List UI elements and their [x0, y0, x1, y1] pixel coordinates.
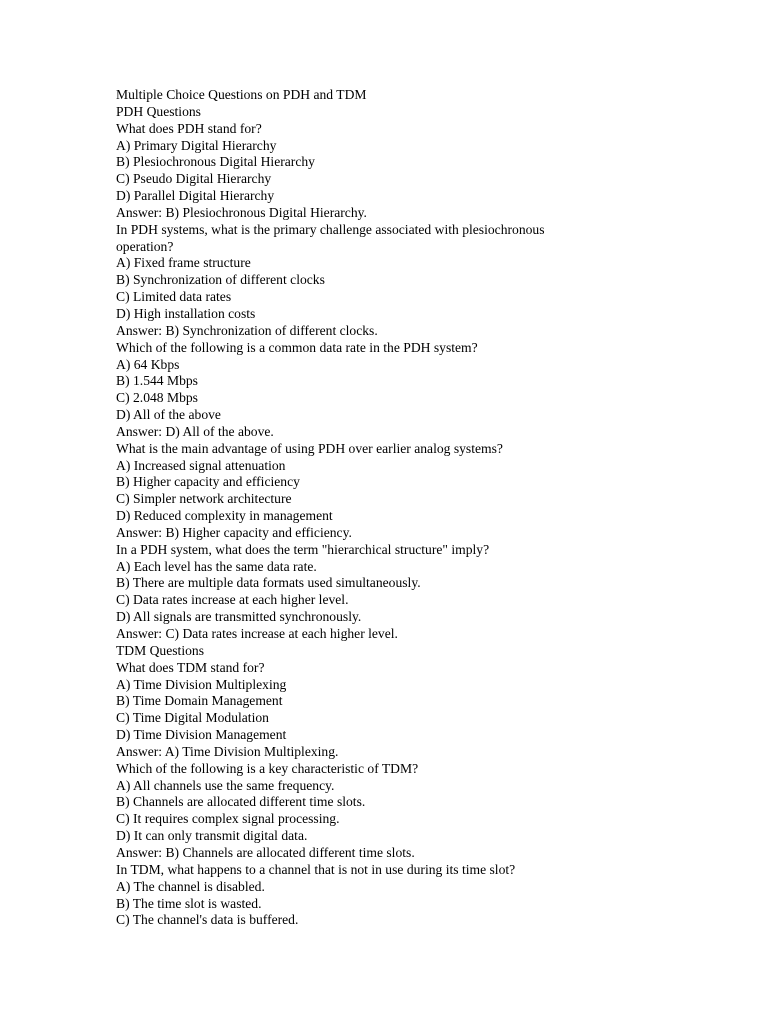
answer-option: C) Limited data rates	[116, 289, 232, 305]
section-heading-tdm: TDM Questions	[116, 642, 204, 658]
answer-option: B) The time slot is wasted.	[116, 895, 262, 911]
answer-option: D) Parallel Digital Hierarchy	[116, 188, 275, 204]
question-text-continued: operation?	[116, 238, 174, 254]
answer-option: B) Synchronization of different clocks	[116, 272, 325, 288]
answer-key: Answer: B) Channels are allocated different time slots.	[116, 844, 415, 860]
question-text: In TDM, what happens to a channel that is not in use during its time slot?	[116, 861, 516, 877]
document-page	[116, 87, 716, 929]
answer-option: C) Time Digital Modulation	[116, 710, 269, 726]
question-text: What is the main advantage of using PDH over earlier analog systems?	[116, 440, 503, 456]
answer-option: A) 64 Kbps	[116, 356, 180, 372]
answer-option: B) Plesiochronous Digital Hierarchy	[116, 154, 315, 170]
question-text: What does TDM stand for?	[116, 659, 265, 675]
answer-option: C) Simpler network architecture	[116, 491, 292, 507]
answer-option: B) Higher capacity and efficiency	[116, 474, 300, 490]
answer-option: A) All channels use the same frequency.	[116, 777, 335, 793]
answer-option: A) Increased signal attenuation	[116, 457, 286, 473]
answer-key: Answer: B) Higher capacity and efficiency.	[116, 524, 352, 540]
answer-key: Answer: D) All of the above.	[116, 423, 274, 439]
answer-key: Answer: A) Time Division Multiplexing.	[116, 743, 339, 759]
document-title: Multiple Choice Questions on PDH and TDM	[116, 87, 367, 102]
answer-option: B) There are multiple data formats used simultaneously.	[116, 575, 421, 591]
answer-option: C) The channel's data is buffered.	[116, 912, 299, 928]
answer-option: A) Primary Digital Hierarchy	[116, 137, 277, 153]
answer-key: Answer: B) Synchronization of different clocks.	[116, 322, 378, 338]
answer-option: B) Time Domain Management	[116, 693, 283, 709]
answer-option: A) Each level has the same data rate.	[116, 558, 317, 574]
answer-option: D) Time Division Management	[116, 727, 287, 743]
question-text: What does PDH stand for?	[116, 120, 262, 136]
answer-key: Answer: C) Data rates increase at each higher level.	[116, 626, 398, 641]
answer-option: C) It requires complex signal processing.	[116, 811, 340, 827]
answer-option: B) 1.544 Mbps	[116, 373, 198, 389]
answer-option: D) It can only transmit digital data.	[116, 828, 308, 844]
question-text: Which of the following is a key characteristic of TDM?	[116, 760, 419, 776]
answer-key: Answer: B) Plesiochronous Digital Hierarchy.	[116, 204, 367, 220]
question-text: In a PDH system, what does the term "hierarchical structure" imply?	[116, 541, 490, 557]
answer-option: A) The channel is disabled.	[116, 878, 265, 894]
answer-option: D) All signals are transmitted synchronously.	[116, 609, 362, 625]
answer-option: D) Reduced complexity in management	[116, 508, 333, 524]
answer-option: D) High installation costs	[116, 305, 256, 321]
question-text: Which of the following is a common data rate in the PDH system?	[116, 339, 478, 355]
answer-option: C) 2.048 Mbps	[116, 390, 198, 406]
section-heading-pdh: PDH Questions	[116, 103, 201, 119]
answer-option: A) Time Division Multiplexing	[116, 676, 287, 692]
answer-option: D) All of the above	[116, 407, 221, 423]
answer-option: A) Fixed frame structure	[116, 255, 251, 271]
question-text: In PDH systems, what is the primary challenge associated with plesiochronous	[116, 221, 545, 237]
answer-option: C) Data rates increase at each higher level.	[116, 592, 349, 608]
answer-option: C) Pseudo Digital Hierarchy	[116, 171, 272, 187]
answer-option: B) Channels are allocated different time slots.	[116, 794, 366, 810]
